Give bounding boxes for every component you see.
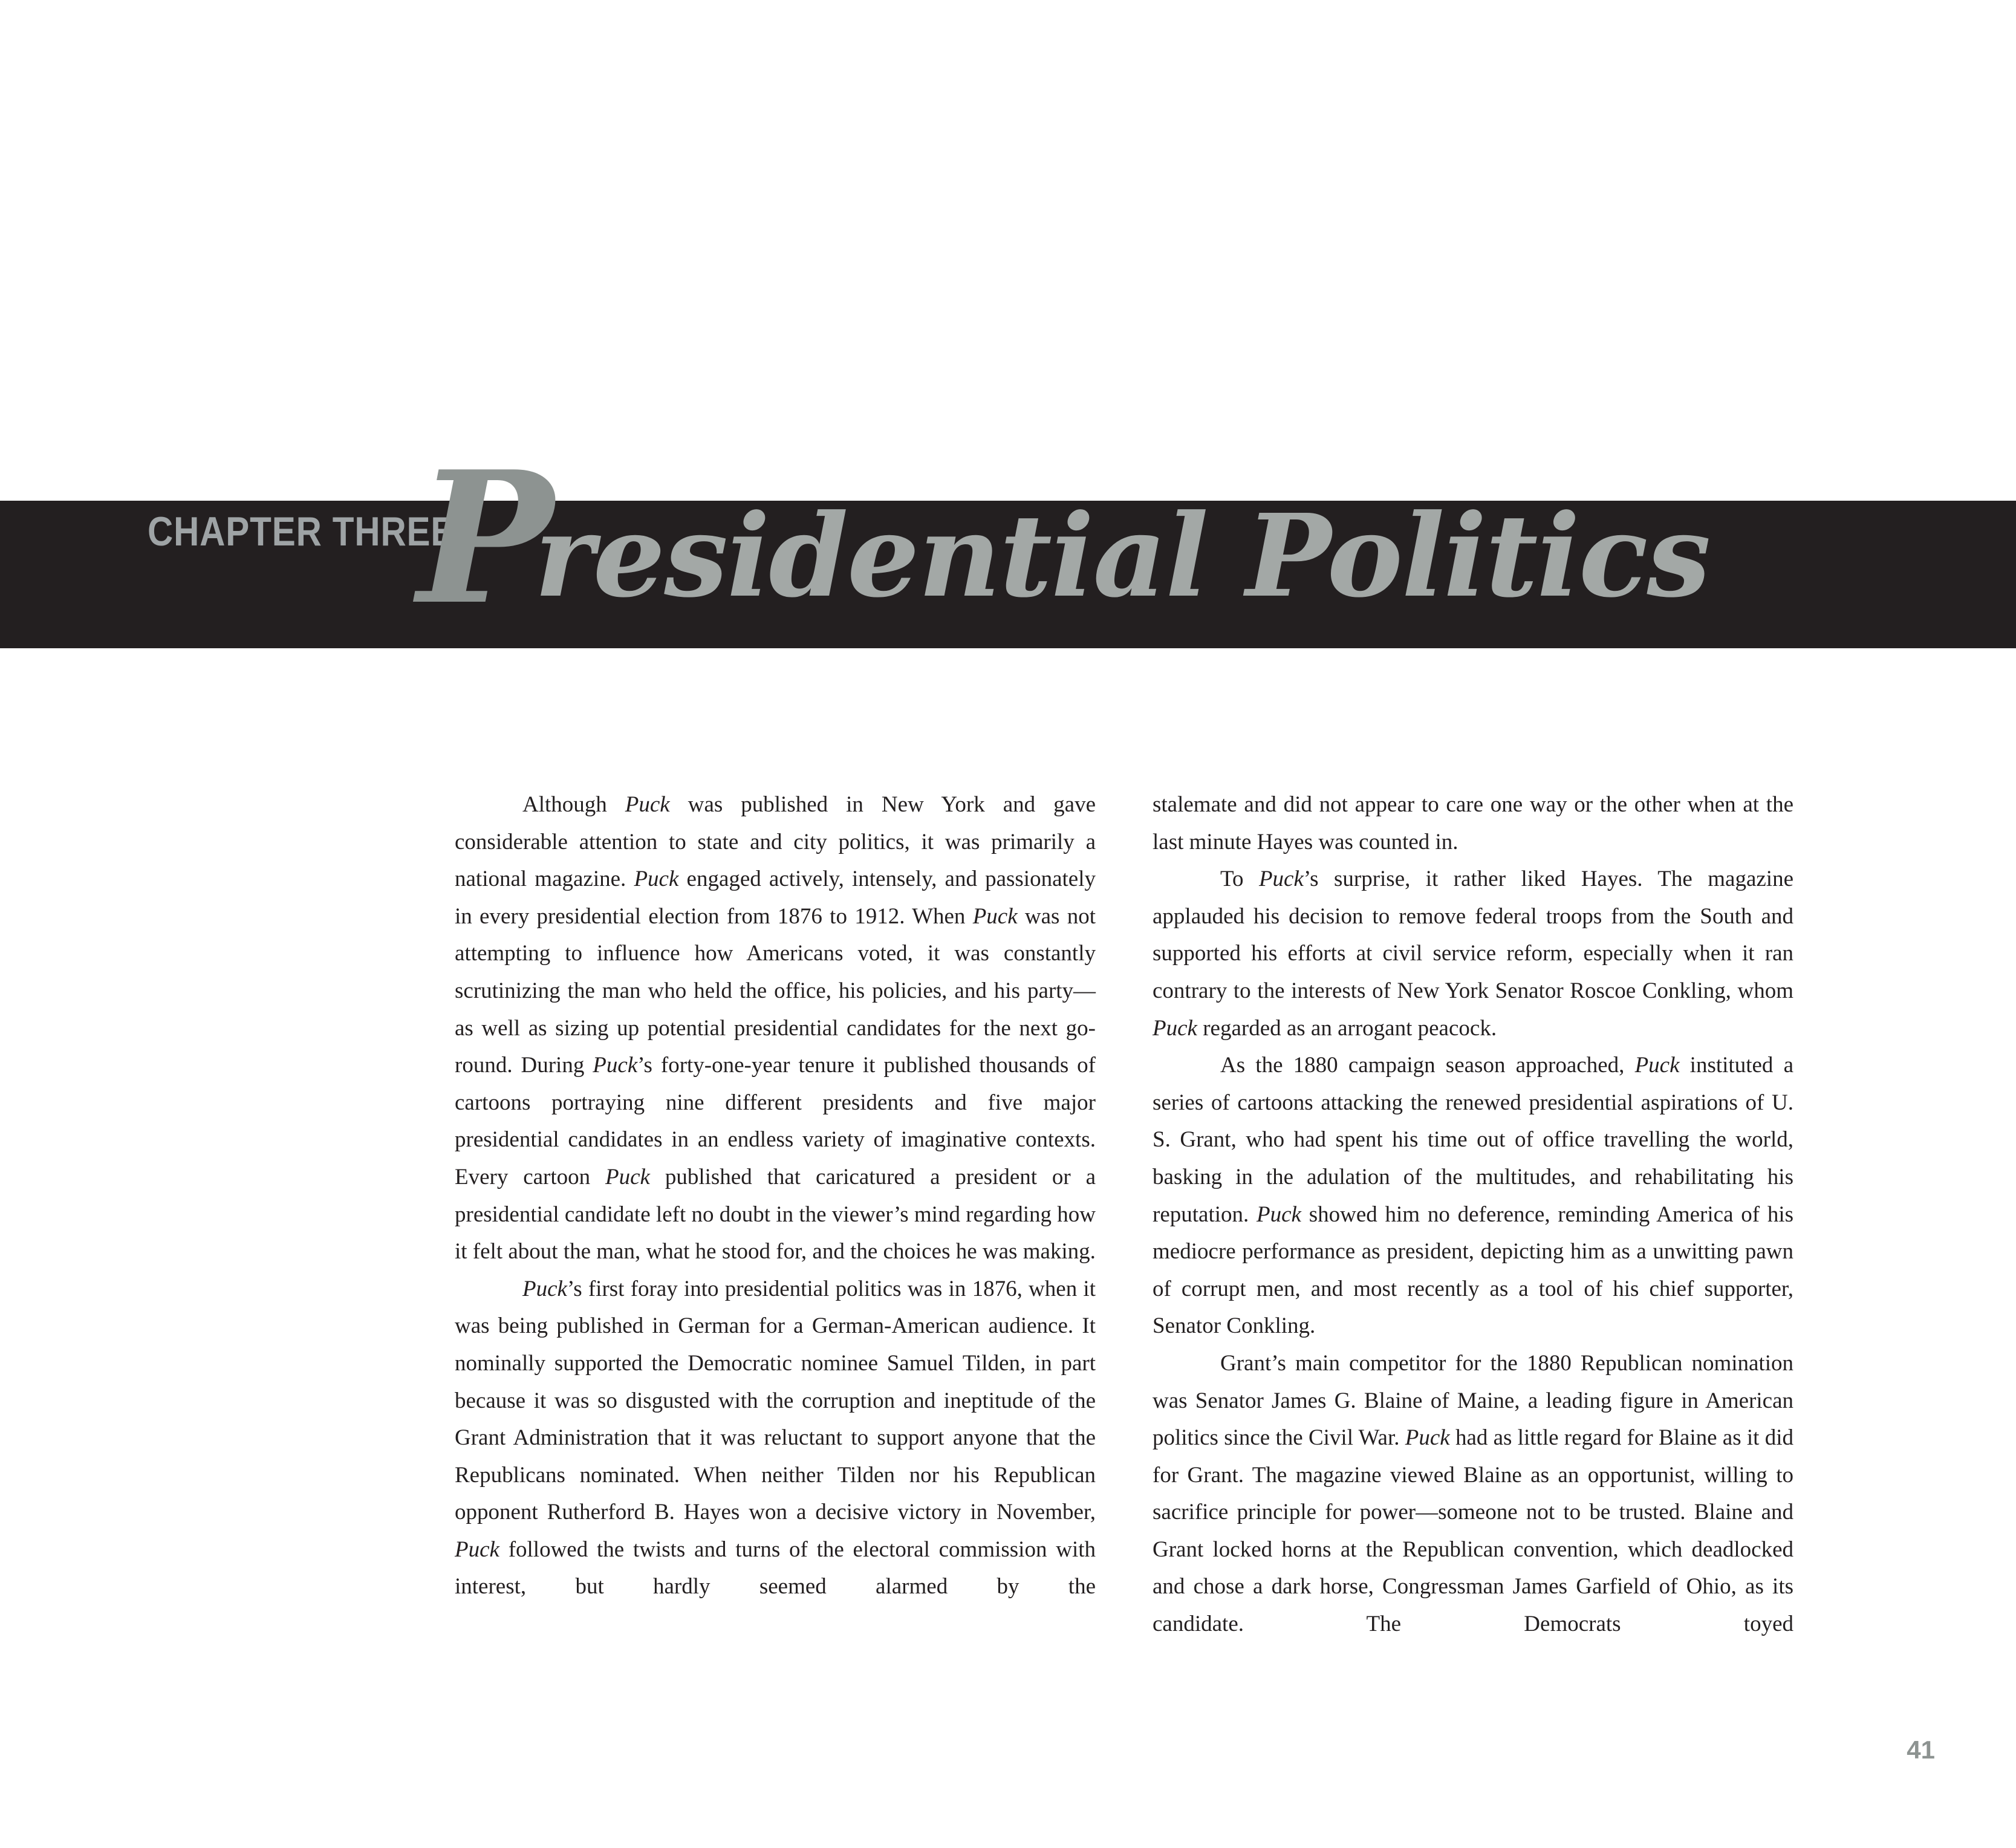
chapter-label: CHAPTER THREE (148, 509, 455, 555)
paragraph: Puck’s first foray into presidential politics was in 1876, when it was being published in German for a German-American audience. It nominally supported the Democratic nominee Samuel Tilden, in part because it was so disgusted with the corruption and ineptitude of the Grant Administration that it was reluctant to support anyone that the Republicans nominated. When neither Tilden nor his Republican opponent Rutherford B. Hayes won a decisive victory in November, Puck followed the twists and turns of the electoral commission with interest, but hardly seemed alarmed by the (455, 1276, 1096, 1599)
paragraph: To Puck’s surprise, it rather liked Hayes. The magazine applauded his decision to remove federal troops from the South and supported his efforts at civil service reform, especially when it ran contrary to the interests of New York Senator Roscoe Conkling, whom Puck regarded as an arrogant peacock. (1153, 867, 1793, 1041)
paragraph: stalemate and did not appear to care one way or the other when at the last minute Hayes was counted in. (1153, 792, 1793, 854)
body-column-left (455, 786, 1096, 1606)
chapter-title-initial: P (417, 431, 553, 645)
paragraph: Although Puck was published in New York and gave considerable attention to state and city politics, it was primarily a national magazine. Puck engaged actively, intensely, and passionately in every presidential election from 1876 to 1912. When Puck was not attempting to influence how Americans voted, it was constantly scrutinizing the man who held the office, his policies, and his party—as well as sizing up potential presidential candidates for the next go-round. During Puck’s forty-one-year tenure it published thousands of cartoons portraying nine different presidents and five major presidential candidates in an endless variety of imaginative contexts. Every cartoon Puck published that caricatured a president or a presidential candidate left no doubt in the viewer’s mind regarding how it felt about the man, what he stood for, and the choices he was making. (455, 792, 1096, 1264)
page-number: 41 (1907, 1736, 1935, 1764)
chapter-title-rest: residential Politics (534, 489, 1710, 623)
body-column-right (1153, 786, 1793, 1643)
paragraph: As the 1880 campaign season approached, Puck instituted a series of cartoons attacking the renewed presidential aspirations of U. S. Grant, who had spent his time out of office travelling the world, basking in the adulation of the multitudes, and rehabilitating his reputation. Puck showed him no deference, reminding America of his mediocre performance as president, depicting him as a unwitting pawn of corrupt men, and most recently as a tool of his chief supporter, Senator Conkling. (1153, 1053, 1793, 1339)
paragraph: Grant’s main competitor for the 1880 Republican nomination was Senator James G. Blaine of Maine, a leading figure in American politics since the Civil War. Puck had as little regard for Blaine as it did for Grant. The magazine viewed Blaine as an opportunist, willing to sacrifice principle for power—someone not to be trusted. Blaine and Grant locked horns at the Republican convention, which deadlocked and chose a dark horse, Congressman James Garfield of Ohio, as its candidate. The Democrats toyed (1153, 1350, 1793, 1637)
chapter-title (417, 431, 1710, 645)
